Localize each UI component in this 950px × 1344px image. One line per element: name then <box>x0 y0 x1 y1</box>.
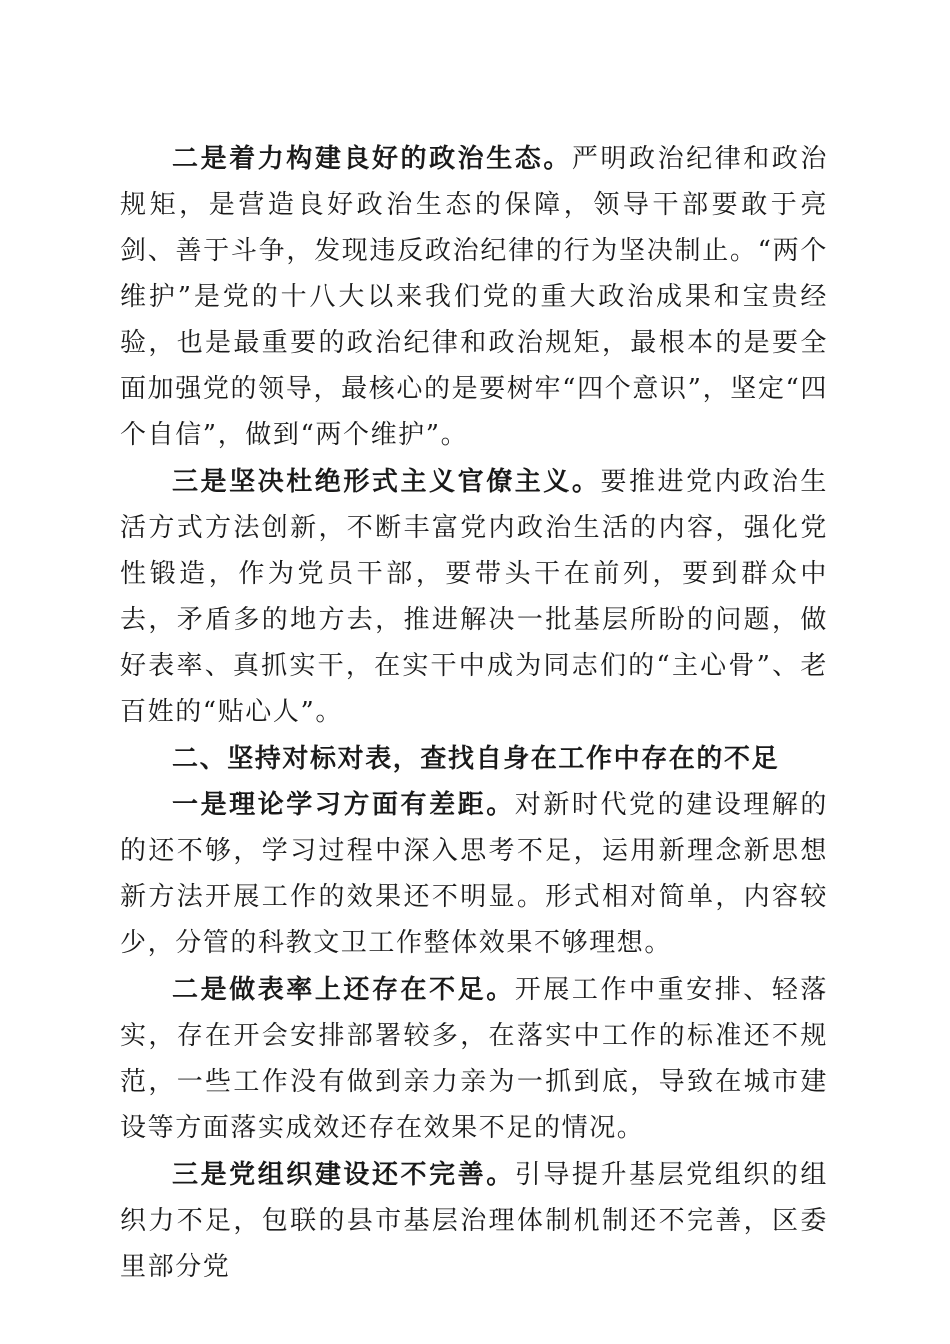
document-body <box>120 136 828 1291</box>
paragraph-formalism <box>120 459 828 735</box>
paragraph-lead: 三是党组织建设还不完善。 <box>172 1160 515 1190</box>
paragraph-lead: 二是着力构建良好的政治生态。 <box>172 144 572 174</box>
paragraph-lead: 三是坚决杜绝形式主义官僚主义。 <box>172 467 601 497</box>
section-heading: 二、坚持对标对表，查找自身在工作中存在的不足 <box>172 744 780 774</box>
paragraph-text: 严明政治纪律和政治规矩，是营造良好政治生态的保障，领导干部要敢于亮剑、善于斗争，发现违反政治纪律的行为坚决制止。“两个维护”是党的十八大以来我们党的重大政治成果和宝贵经验，也是最重要的政治纪律和政治规矩，最根本的是要全面加强党的领导，最核心的是要树牢“四个意识”，坚定“四个自信”，做到“两个维护”。 <box>120 144 828 450</box>
paragraph-text: 对新时代党的建设理解的的还不够，学习过程中深入思考不足，运用新理念新思想新方法开展工作的效果还不明显。形式相对简单，内容较少，分管的科教文卫工作整体效果不够理想。 <box>120 790 828 958</box>
paragraph-text: 引导提升基层党组织的组织力不足，包联的县市基层治理体制机制还不完善，区委里部分党 <box>120 1160 828 1282</box>
paragraph-theory-study <box>120 782 828 966</box>
paragraph-role-model <box>120 967 828 1151</box>
paragraph-party-building <box>120 1152 828 1290</box>
paragraph-text: 要推进党内政治生活方式方法创新，不断丰富党内政治生活的内容，强化党性锻造，作为党员干部，要带头干在前列，要到群众中去，矛盾多的地方去，推进解决一批基层所盼的问题，做好表率、真抓实干，在实干中成为同志们的“主心骨”、老百姓的“贴心人”。 <box>120 467 828 727</box>
paragraph-lead: 一是理论学习方面有差距。 <box>172 790 515 820</box>
paragraph-lead: 二是做表率上还存在不足。 <box>172 975 515 1005</box>
paragraph-text: 开展工作中重安排、轻落实，存在开会安排部署较多，在落实中工作的标准还不规范，一些工作没有做到亲力亲为一抓到底，导致在城市建设等方面落实成效还存在效果不足的情况。 <box>120 975 828 1143</box>
paragraph-political-ecology <box>120 136 828 458</box>
